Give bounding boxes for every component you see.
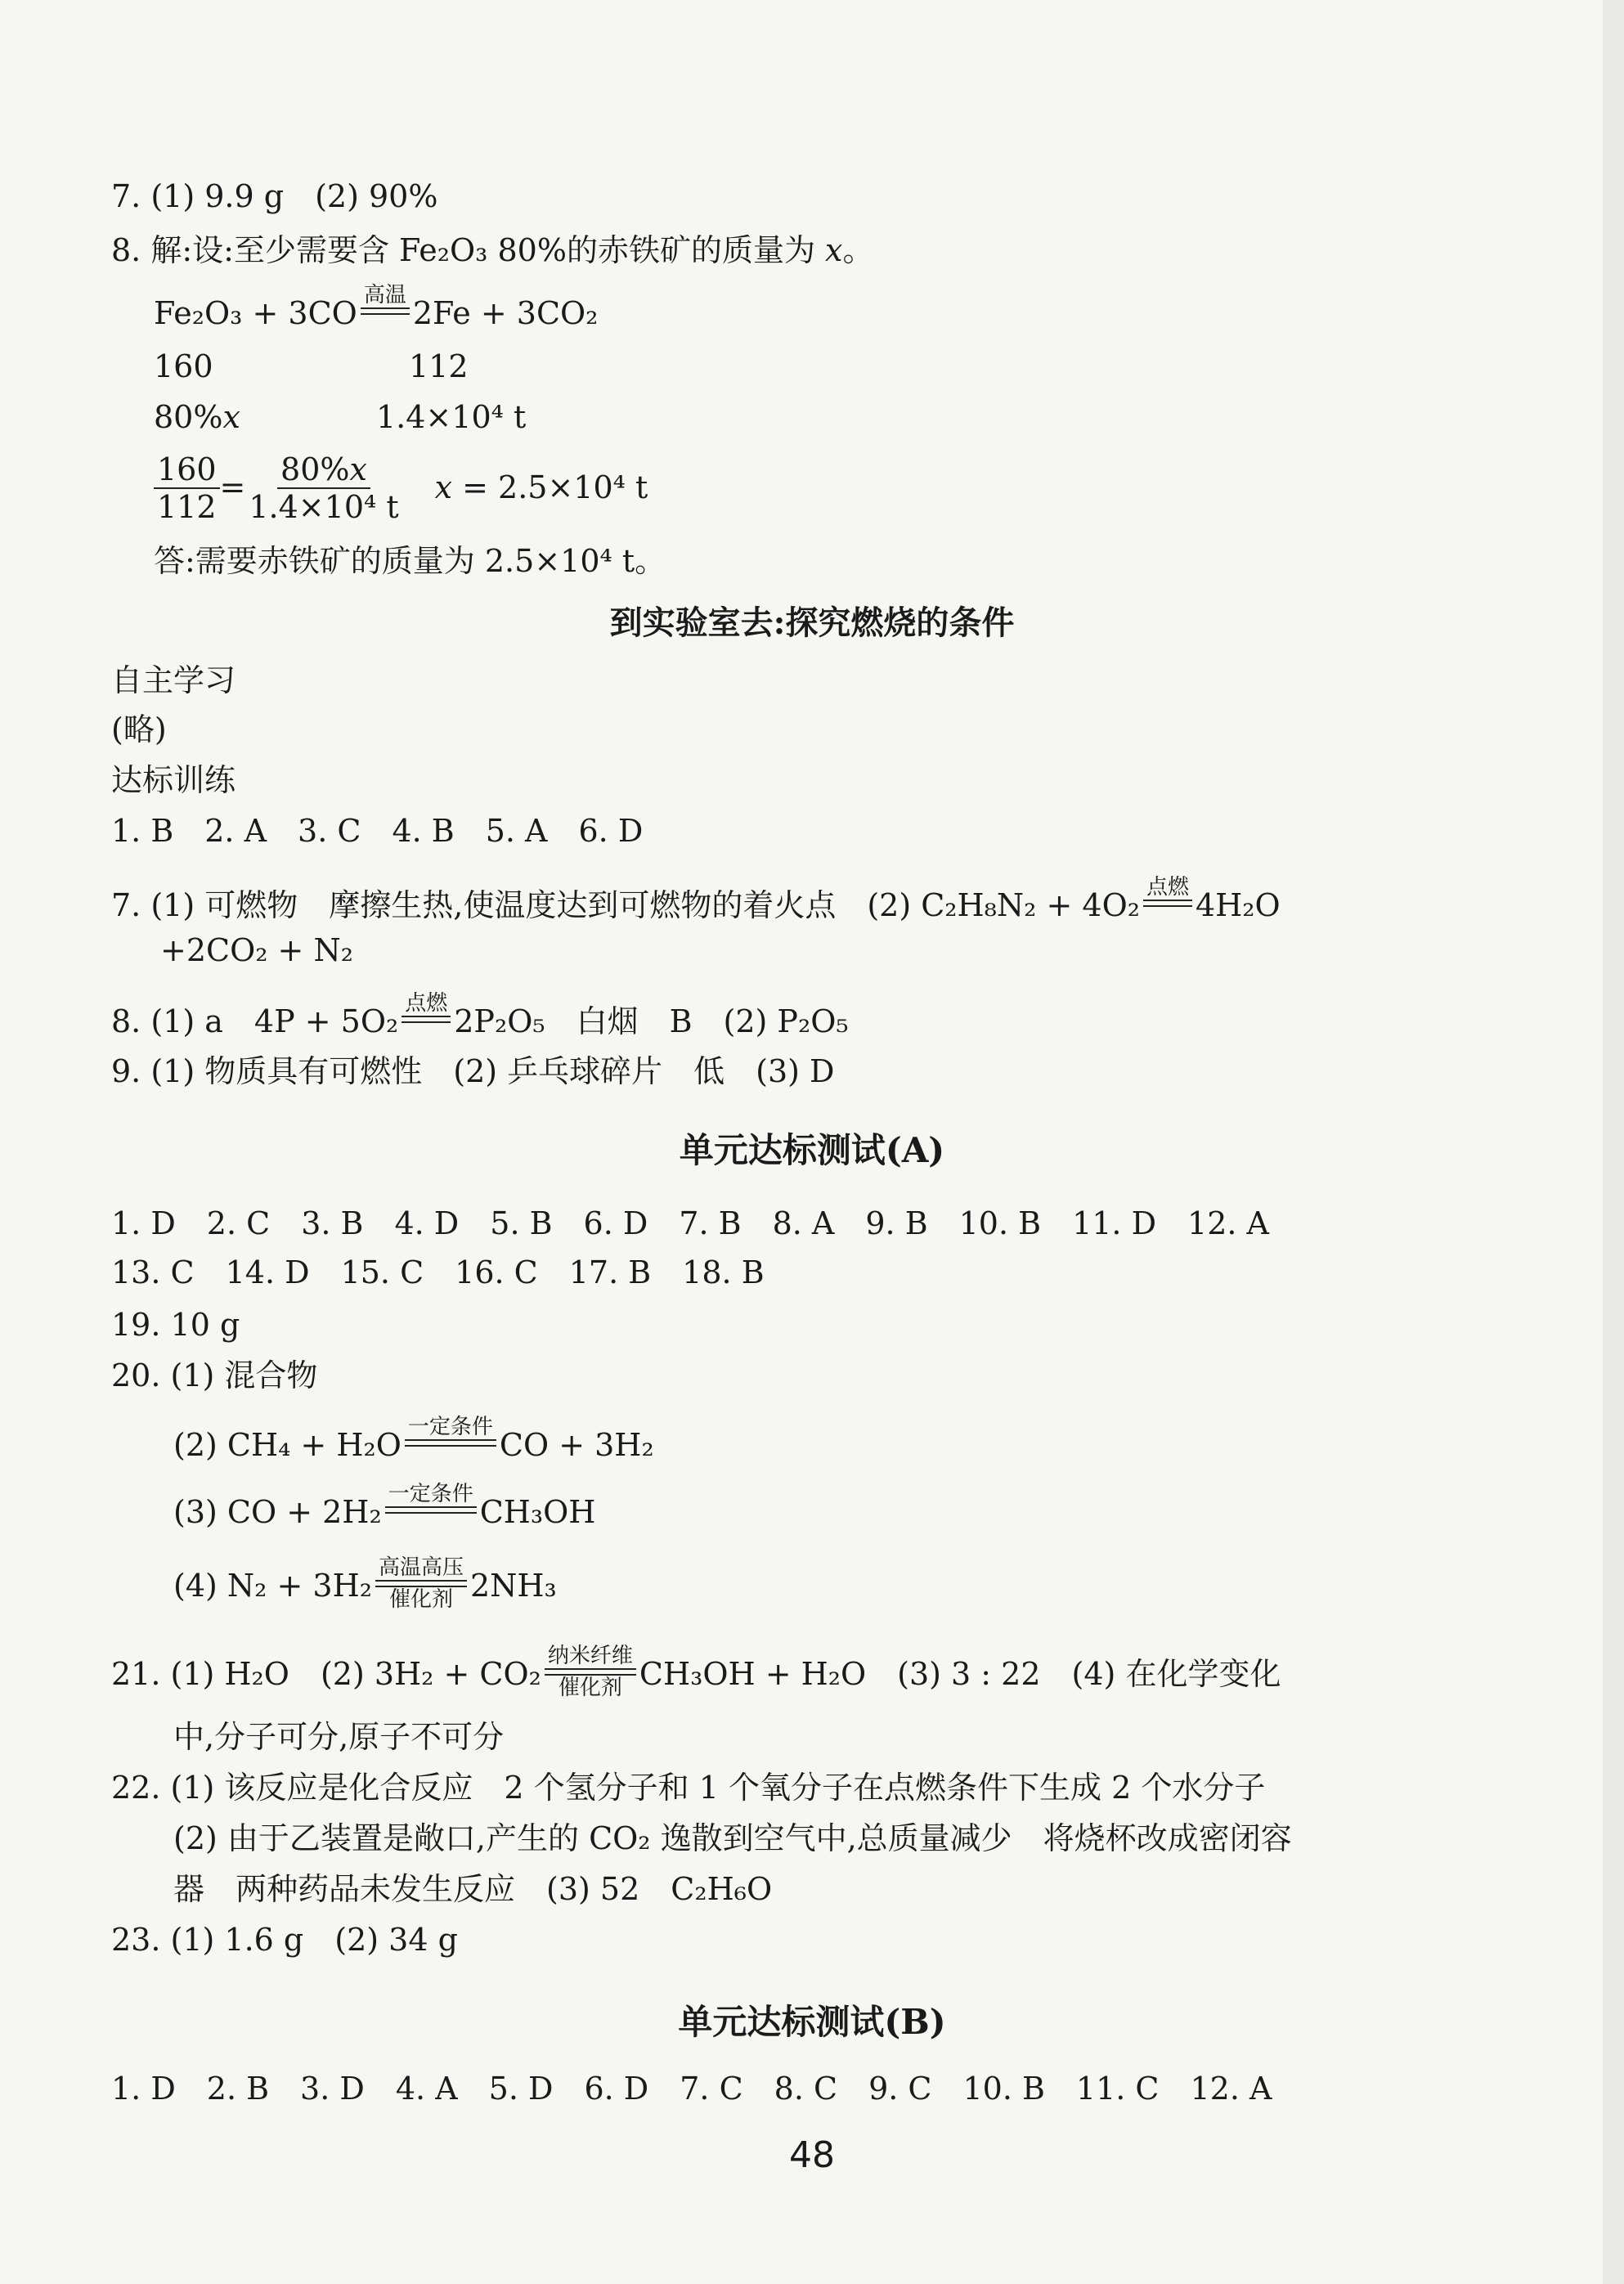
test-a-22-1: 22. (1) 该反应是化合反应 2 个氢分子和 1 个氧分子在点燃条件下生成 2 个水分子: [111, 1770, 1266, 1806]
test-a-20-4: (4) N₂ + 3H₂ 高温高压 催化剂 2NH₃: [173, 1555, 557, 1612]
training-label: 达标训练: [111, 762, 236, 798]
answer-8-lab: 8. (1) a 4P + 5O₂ 点燃 2P₂O₅ 白烟 B (2) P₂O₅: [111, 996, 849, 1052]
arrow-ignite-2: 点燃: [402, 991, 451, 1048]
proportion-equation: $\frac{160}{112}$ = $\frac{\text{80\%𝑥}}{\text{1.4×10⁴ t}}$ 𝑥 = 2.5×10⁴ t: [154, 453, 648, 527]
arrow-condition-21: 纳米纤维 催化剂: [545, 1644, 636, 1700]
heading-test-b: 单元达标测试(B): [678, 2002, 946, 2042]
test-a-20-2: (2) CH₄ + H₂O 一定条件 CO + 3H₂: [173, 1420, 654, 1476]
answer-9-lab: 9. (1) 物质具有可燃性 (2) 乒乓球碎片 低 (3) D: [111, 1053, 835, 1089]
heading-lab: 到实验室去:探究燃烧的条件: [609, 604, 1015, 642]
test-a-22-2: (2) 由于乙装置是敞口,产生的 CO₂ 逸散到空气中,总质量减少 将烧杯改成密闭容: [173, 1820, 1292, 1856]
equation-1-arrow: [361, 283, 410, 339]
ratio-line-1b: 112: [409, 348, 469, 384]
test-a-23: 23. (1) 1.6 g (2) 34 g: [111, 1922, 458, 1958]
test-a-row-1: 1. D 2. C 3. B 4. D 5. B 6. D 7. B 8. A 9. B 10. B 11. D 12. A: [111, 1205, 1270, 1241]
test-a-20-3: (3) CO + 2H₂ 一定条件 CH₃OH: [173, 1487, 595, 1543]
answer-8-conclusion: 答:需要赤铁矿的质量为 2.5×10⁴ t。: [154, 543, 666, 579]
equation-1-right: 2Fe + 3CO₂: [412, 295, 599, 331]
page-number: 48: [789, 2134, 835, 2176]
fraction-2: $\frac{\text{80\%𝑥}}{\text{1.4×10⁴ t}}$: [249, 451, 399, 525]
fraction-1: $\frac{160}{112}$: [154, 451, 220, 525]
arrow-condition-3: 一定条件: [385, 1482, 477, 1538]
answer-7-lab-cont: +2CO₂ + N₂: [160, 932, 353, 968]
equation-1-condition: 高温: [363, 283, 406, 307]
test-a-22-3: 器 两种药品未发生反应 (3) 52 C₂H₆O: [173, 1871, 773, 1907]
equation-1-left: Fe₂O₃ + 3CO: [154, 295, 357, 331]
answers-1-6: 1. B 2. A 3. C 4. B 5. A 6. D: [111, 813, 644, 849]
answer-7: 7. (1) 9.9 g (2) 90%: [111, 178, 438, 214]
test-a-row-2: 13. C 14. D 15. C 16. C 17. B 18. B: [111, 1254, 765, 1290]
self-study-label: 自主学习: [111, 662, 236, 698]
test-a-21-cont: 中,分子可分,原子不可分: [173, 1719, 505, 1755]
heading-test-a: 单元达标测试(A): [679, 1130, 945, 1170]
equation-1: [154, 283, 599, 344]
arrow-condition-2: 一定条件: [405, 1415, 496, 1471]
ratio-line-2: 80%𝑥: [154, 399, 240, 435]
ratio-line-1: 160: [154, 348, 213, 384]
answer-8-setup: 8. 解:设:至少需要含 Fe₂O₃ 80%的赤铁矿的质量为 𝑥。: [111, 232, 874, 268]
test-a-19: 19. 10 g: [111, 1307, 240, 1343]
test-a-20: 20. (1) 混合物: [111, 1357, 318, 1393]
answer-7-lab: 7. (1) 可燃物 摩擦生热,使温度达到可燃物的着火点 (2) C₂H₈N₂ + 4O₂ 点燃 4H₂O: [111, 880, 1281, 936]
ratio-line-2b: 1.4×10⁴ t: [376, 399, 527, 435]
arrow-ignite-1: 点燃: [1143, 875, 1192, 931]
test-a-21: 21. (1) H₂O (2) 3H₂ + CO₂ 纳米纤维 催化剂 CH₃OH + H₂O (3) 3 : 22 (4) 在化学变化: [111, 1644, 1281, 1700]
arrow-condition-4: 高温高压 催化剂: [375, 1555, 467, 1612]
test-b-row-1: 1. D 2. B 3. D 4. A 5. D 6. D 7. C 8. C 9. C 10. B 11. C 12. A: [111, 2071, 1272, 2107]
omitted-note: (略): [111, 711, 167, 747]
solution-x: 𝑥 = 2.5×10⁴ t: [434, 469, 648, 505]
